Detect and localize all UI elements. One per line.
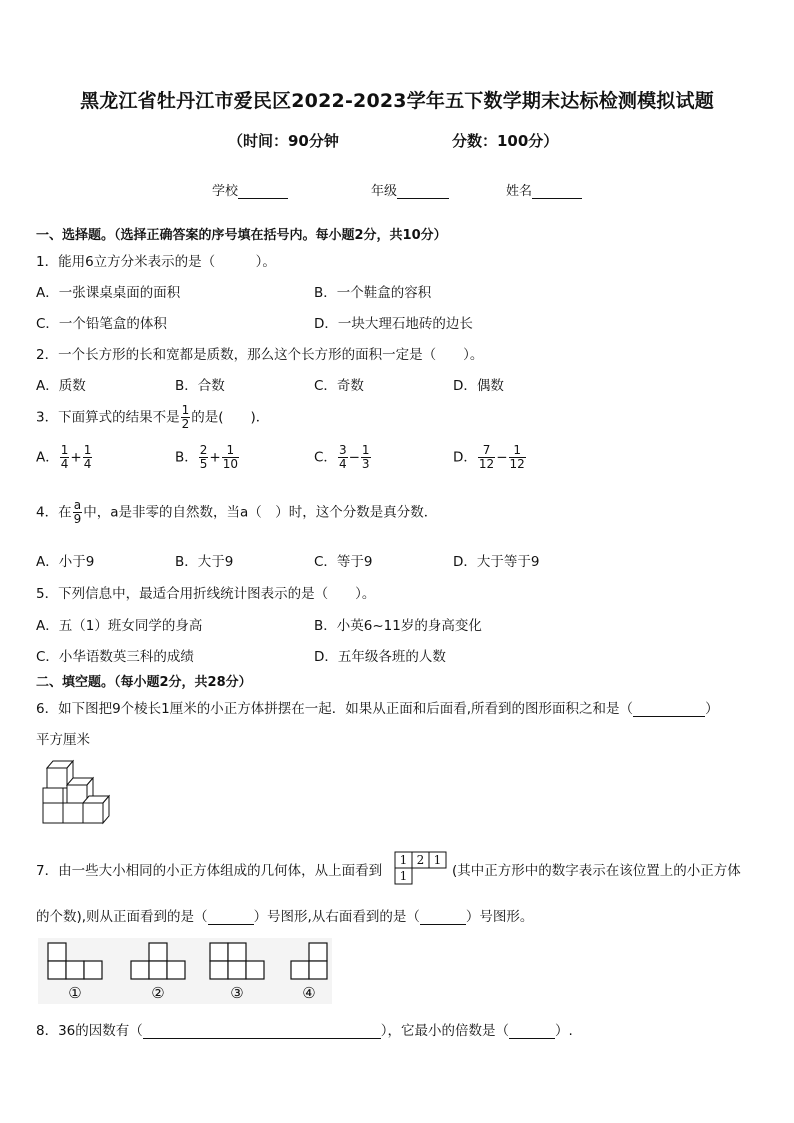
- q5-option-b[interactable]: B．小英6~11岁的身高变化: [314, 618, 482, 634]
- q6-answer-blank[interactable]: [633, 702, 705, 717]
- q3-stem-start: 3．下面算式的结果不是: [36, 409, 180, 426]
- school-label: 学校: [212, 184, 239, 199]
- q2-option-c[interactable]: C．奇数: [314, 378, 364, 394]
- q7-right-blank[interactable]: [420, 910, 466, 925]
- q3-option-a[interactable]: A． $\frac{1}{4}$ + $\frac{1}{4}$: [36, 443, 92, 471]
- grid-cell-2: 2: [416, 853, 425, 867]
- name-blank[interactable]: [532, 184, 582, 199]
- grade-label: 年级: [371, 184, 398, 199]
- q5-option-d[interactable]: D．五年级各班的人数: [314, 649, 446, 665]
- q1-option-b[interactable]: B．一个鞋盒的容积: [314, 285, 432, 301]
- q1-option-c[interactable]: C．一个铅笔盒的体积: [36, 316, 167, 332]
- section-fill-heading: 二、填空题。（每小题2分，共28分）: [36, 675, 252, 690]
- name-field[interactable]: [506, 180, 582, 199]
- q3-option-c[interactable]: C． $\frac{3}{4}$ − $\frac{1}{3}$: [314, 443, 370, 471]
- exam-time: （时间：90分钟: [228, 132, 339, 150]
- question-7-line2: 的个数),则从正面看到的是（ ）号图形,从右面看到的是（ ）号图形。: [36, 909, 534, 925]
- name-label: 姓名: [506, 184, 533, 199]
- grade-field[interactable]: [371, 180, 449, 199]
- cube-stack-figure: [40, 756, 114, 826]
- exam-score: 分数：100分）: [452, 132, 559, 150]
- q4-fraction: $\frac{a}{9}$: [73, 498, 82, 526]
- school-field[interactable]: [212, 180, 288, 199]
- q3-fraction: $\frac{1}{2}$: [181, 403, 190, 431]
- q3-stem-end: 的是( )．: [191, 409, 270, 426]
- grade-blank[interactable]: [397, 184, 449, 199]
- section-choice-heading: 一、选择题。（选择正确答案的序号填在括号内。每小题2分，共10分）: [36, 228, 447, 243]
- q8-multiple-blank[interactable]: [509, 1024, 555, 1039]
- question-7-line1-end: (其中正方形中的数字表示在该位置上的小正方体: [452, 863, 741, 879]
- figure-label-1: ①: [68, 984, 82, 1002]
- figure-label-2: ②: [151, 984, 165, 1002]
- question-7-line1: 7．由一些大小相同的小正方体组成的几何体，从上面看到: [36, 863, 383, 879]
- grid-cell-1: 1: [399, 853, 408, 867]
- q1-option-a[interactable]: A．一张课桌桌面的面积: [36, 285, 181, 301]
- q4-option-b[interactable]: B．大于9: [175, 554, 234, 570]
- school-blank[interactable]: [238, 184, 288, 199]
- view-options-figure: [38, 938, 332, 1004]
- q7-front-blank[interactable]: [208, 910, 254, 925]
- q4-stem-end: 中，a是非零的自然数，当a（ ）时，这个分数是真分数．: [83, 504, 438, 521]
- q3-option-d[interactable]: D． $\frac{7}{12}$ − $\frac{1}{12}$: [453, 443, 525, 471]
- question-3: [36, 404, 269, 431]
- question-1: 1．能用6立方分米表示的是（ ）。: [36, 254, 276, 270]
- top-view-grid: [392, 850, 450, 886]
- q5-option-c[interactable]: C．小华语数英三科的成绩: [36, 649, 194, 665]
- q5-option-a[interactable]: A．五（1）班女同学的身高: [36, 618, 203, 634]
- question-6: 6．如下图把9个棱长1厘米的小正方体拼摆在一起．如果从正面和后面看,所看到的图形面积之和是（ ）: [36, 701, 719, 717]
- q4-option-d[interactable]: D．大于等于9: [453, 554, 540, 570]
- q8-factors-blank[interactable]: [143, 1024, 381, 1039]
- grid-cell-3: 1: [433, 853, 442, 867]
- figure-label-4: ④: [302, 984, 316, 1002]
- question-2: 2．一个长方形的长和宽都是质数，那么这个长方形的面积一定是（ ）。: [36, 347, 484, 363]
- q3-option-b[interactable]: B． $\frac{2}{5}$ + $\frac{1}{10}$: [175, 443, 238, 471]
- page-title: 黑龙江省牡丹江市爱民区2022-2023学年五下数学期末达标检测模拟试题: [80, 90, 714, 112]
- q2-option-d[interactable]: D．偶数: [453, 378, 504, 394]
- q2-option-b[interactable]: B．合数: [175, 378, 225, 394]
- q1-option-d[interactable]: D．一块大理石地砖的边长: [314, 316, 473, 332]
- question-5: 5．下列信息中，最适合用折线统计图表示的是（ ）。: [36, 586, 376, 602]
- q4-option-c[interactable]: C．等于9: [314, 554, 373, 570]
- q4-stem-start: 4．在: [36, 504, 72, 521]
- q2-option-a[interactable]: A．质数: [36, 378, 86, 394]
- question-6-unit: 平方厘米: [36, 732, 90, 748]
- question-8: 8．36的因数有（ ），它最小的倍数是（ ）.: [36, 1023, 573, 1039]
- question-4: [36, 499, 437, 526]
- q4-option-a[interactable]: A．小于9: [36, 554, 95, 570]
- grid-cell-4: 1: [399, 869, 408, 883]
- figure-label-3: ③: [230, 984, 244, 1002]
